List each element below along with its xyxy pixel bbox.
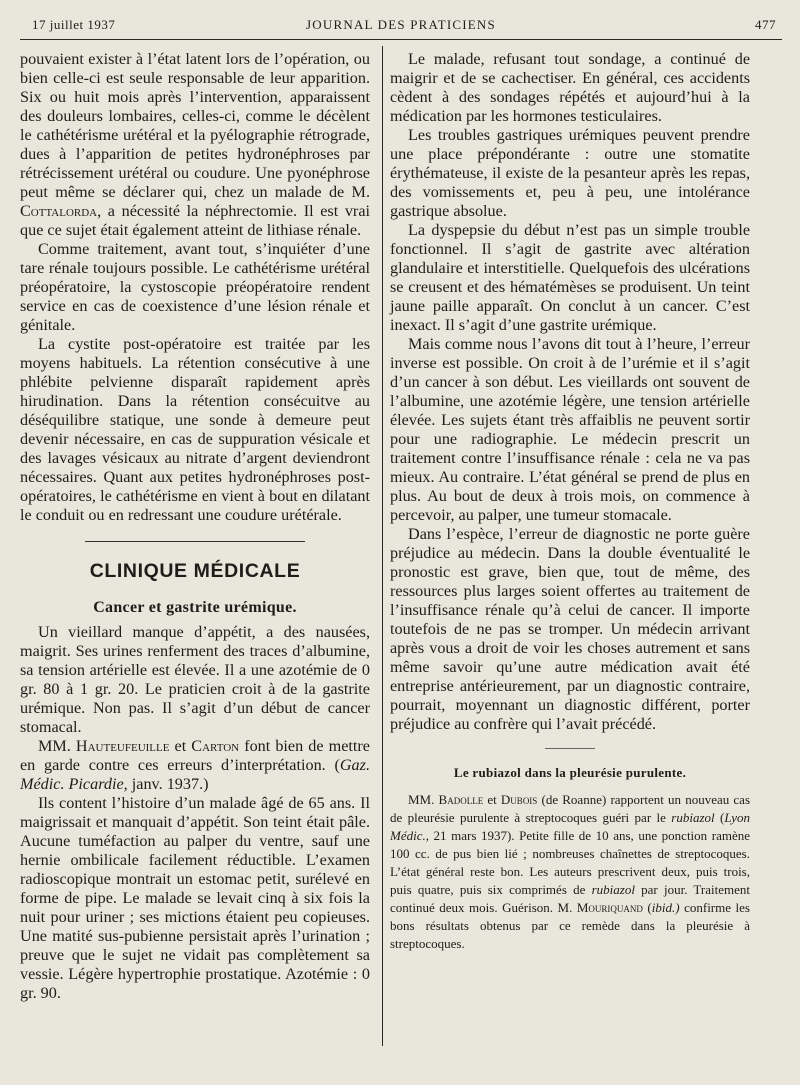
page-header	[20, 14, 782, 40]
column-divider	[382, 46, 383, 1046]
paragraph: La cystite post-opératoire est traitée par les moyens habituels. La rétention consécutive à une phlébite pelvienne disparaît rapidement après hirudination. Dans la rétention consécuitve au déséquilibre statique, une sonde à demeure peut devenir nécessaire, en cas de suppuration vésicale et des lavages vésicaux au nitrate d’argent deviendront nécessaires. Quant aux petites hydronéphroses post-opératoires, le cathétérisme en vient à bout en dilatant le conduit ou en redressant une coudure urétérale.	[20, 335, 370, 524]
paragraph: Comme traitement, avant tout, s’inquiéter d’une tare rénale toujours possible. Le cathétérisme urétéral préopératoire, la cystoscopie préopératoire rendent service en cas de coexistence d’une lésion rénale et génitale.	[20, 240, 370, 334]
paragraph: MM. Badolle et Dubois (de Roanne) rapportent un nouveau cas de pleurésie purulente à streptocoques guéri par le rubiazol (Lyon Médic., 21 mars 1937). Petite fille de 10 ans, une ponction ramène 100 cc. de pus bien lié ; nombreuses chaînettes de streptocoques. L’état général reste bon. Les auteurs prescrivent deux, puis trois, puis quatre, puis six comprimés de rubiazol par jour. Traitement continué deux mois. Guérison. M. Mouriquand (ibid.) confirme les bons résultats obtenus par ce remède dans la pleurésie à streptocoques.	[390, 792, 750, 951]
issue-date: 17 juillet 1937	[32, 17, 116, 32]
page-number: 477	[755, 17, 776, 32]
paragraph: Dans l’espèce, l’erreur de diagnostic ne porte guère préjudice au médecin. Dans la double éventualité le pronostic est grave, bien que, tout de même, des ressources plus larges soient offertes au traitement de l’insuffisance rénale qu’à celui de cancer. Il importe toutefois de ne pas se tromper. Un médecin arrivant après vous a droit de voir les choses autrement et sans même savoir qu’une autre médication avait été entreprise antérieurement, par un diagnostic contraire, pourrait, moyennant un diagnostic différent, porter préjudice au confrère qui l’avait précédé.	[390, 525, 750, 733]
paragraph: Le malade, refusant tout sondage, a continué de maigrir et de se cachectiser. En général, ces accidents cèdent à des sondages répétés et aujourd’hui à la médication par les hormones testiculaires.	[390, 50, 750, 125]
paragraph: La dyspepsie du début n’est pas un simple trouble fonctionnel. Il s’agit de gastrite avec altération glandulaire et interstitielle. Quelquefois des ulcérations se creusent et des hématémèses se produisent. Un teint jaune paille apparaît. On conclut à un cancer. C’est inexact. Il s’agit d’une gastrite urémique.	[390, 221, 750, 334]
paragraph: Mais comme nous l’avons dit tout à l’heure, l’erreur inverse est possible. On croit à de l’urémie et il s’agit d’un cancer à son début. Les vieillards ont souvent de l’albumine, une azotémie légère, une tension artérielle élevée. Les sujets étant très affaiblis ne peuvent sortir pour une radiographie. Le médecin prescrit un traitement contre l’insuffisance rénale : cela ne va pas mieux. Au contraire. L’état général se prend de plus en plus. Au bout de deux à trois mois, on commence à percevoir, au palper, une tumeur stomacale.	[390, 335, 750, 524]
paragraph: Un vieillard manque d’appétit, a des nausées, maigrit. Ses urines renferment des traces d’albumine, sa tension artérielle est élevée. Il a une azotémie de 0 gr. 80 à 1 gr. 20. Le praticien croit à de la gastrite urémique. Non pas. Il s’agit d’un début de cancer stomacal.	[20, 623, 370, 736]
header-rule	[20, 39, 782, 40]
right-column	[390, 50, 750, 953]
article-body	[390, 791, 750, 953]
section-divider	[85, 541, 305, 542]
paragraph: Les troubles gastriques urémiques peuvent prendre une place prépondérante : outre une stomatite érythémateuse, il existe de la pesanteur après les repas, des vomissements et, peu à peu, une intolérance gastrique absolue.	[390, 126, 750, 220]
section-title: CLINIQUE MÉDICALE	[89, 560, 301, 582]
paragraph: MM. Hauteufeuille et Carton font bien de mettre en garde contre ces erreurs d’interprétation. (Gaz. Médic. Picardie, janv. 1937.)	[20, 737, 370, 793]
article-divider	[545, 748, 595, 749]
article-title: Cancer et gastrite urémique.	[93, 599, 297, 616]
journal-title: JOURNAL DES PRATICIENS	[306, 17, 496, 32]
paragraph: Ils content l’histoire d’un malade âgé de 65 ans. Il maigrissait et manquait d’appétit. Son teint était pâle. Aucune tuméfaction au palper du ventre, sauf une hernie ombilicale facilement réductible. L’examen radioscopique montrait un estomac petit, surélevé en forme de pipe. Le malade se levait cinq à six fois la nuit pour uriner ; ses mictions étaient peu copieuses. Une matité sus-pubienne persistait après l’urination ; preuve que le sujet ne vidait pas complètement sa vessie. Légère hypertrophie prostatique. Azotémie : 0 gr. 90.	[20, 794, 370, 1002]
article-title: Le rubiazol dans la pleurésie purulente.	[453, 765, 687, 780]
left-column	[20, 50, 370, 1003]
paragraph: pouvaient exister à l’état latent lors de l’opération, ou bien celle-ci est seule responsable de leur apparition. Six ou huit mois après l’intervention, apparaissent des douleurs lombaires, celles-ci, comme le décèlent le cathétérisme urétéral et la pyélographie rétrograde, dues à l’apparition de petites hydronéphroses par rétrécissement urétéral ou coudure. Une pyonéphrose peut même se déclarer qui, chez un malade de M. Cottalorda, a nécessité la néphrectomie. Il est vrai que ce sujet était également atteint de lithiase rénale.	[20, 50, 370, 239]
